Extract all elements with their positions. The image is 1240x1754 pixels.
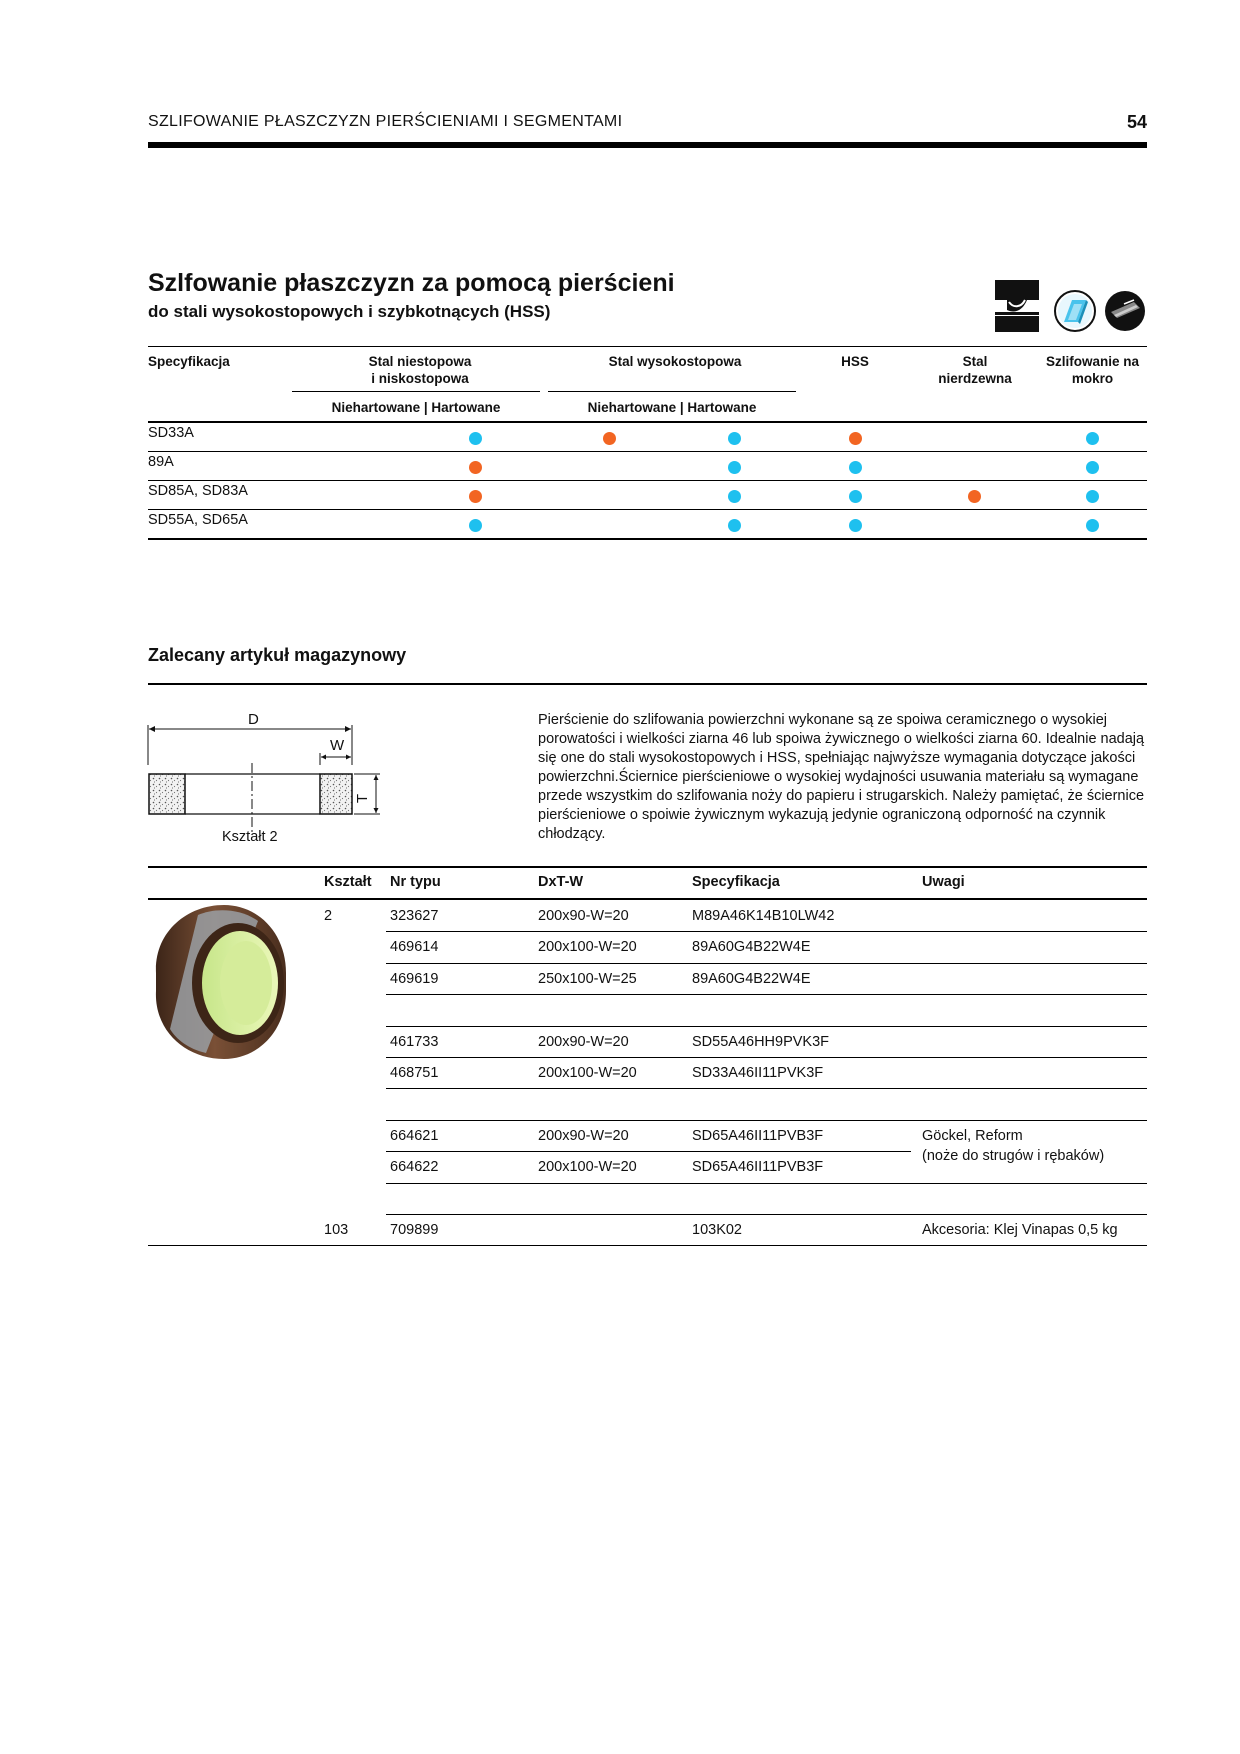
matrix-header-stal-nierdzewna-line1: Stal (962, 354, 988, 369)
page-title: Szlfowanie płaszczyzn za pomocą pierścieni (148, 269, 675, 297)
matrix-dot-blue (849, 490, 862, 503)
cell-dim: 200x90-W=20 (538, 908, 629, 924)
matrix-dot-orange (603, 432, 616, 445)
matrix-row-label: SD33A (148, 425, 194, 441)
matrix-dot-blue (469, 432, 482, 445)
cell-spec: 103K02 (692, 1222, 742, 1238)
matrix-row-label: 89A (148, 454, 174, 470)
cell-spec: SD55A46HH9PVK3F (692, 1033, 830, 1050)
product-row-rule (386, 1088, 1147, 1089)
hss-tool-icon (1104, 290, 1146, 332)
cell-nr: 468751 (390, 1065, 439, 1081)
matrix-dot-blue (849, 519, 862, 532)
matrix-dot-orange (849, 432, 862, 445)
matrix-header-stal-nierdzewna (920, 353, 1030, 387)
page-number: 54 (1126, 112, 1147, 132)
cell-dim: 200x90-W=20 (538, 1033, 629, 1050)
recommended-rule (148, 683, 1147, 685)
merged-note-line-1: Göckel, Reform (922, 1128, 1023, 1144)
product-row-rule (386, 931, 1147, 932)
col-header-ksztalt: Kształt (324, 874, 372, 890)
page-subtitle: do stali wysokostopowych i szybkotnących (HSS) (148, 302, 551, 321)
matrix-dot-blue (1086, 519, 1099, 532)
cell-spec: SD65A46II11PVB3F (692, 1127, 824, 1144)
cell-nr: 709899 (390, 1222, 439, 1238)
cell-spec: M89A46K14B10LW42 (692, 908, 835, 924)
matrix-dot-blue (728, 519, 741, 532)
matrix-dot-blue (469, 519, 482, 532)
product-row-rule (386, 1026, 1147, 1027)
cell-spec: SD33A46II11PVK3F (692, 1065, 824, 1081)
diagram-label-d: D (248, 711, 259, 728)
grinding-ring-photo (146, 903, 296, 1068)
matrix-subheader-2: Niehartowane | Hartowane (587, 400, 757, 415)
cell-dim: 250x100-W=25 (538, 970, 637, 987)
col-header-uwagi: Uwagi (922, 874, 965, 890)
matrix-dot-blue (1086, 490, 1099, 503)
product-row-rule (386, 1120, 1147, 1121)
matrix-row-label: SD55A, SD65A (148, 512, 248, 528)
matrix-header-mokro (1035, 353, 1150, 387)
cell-uwagi: Akcesoria: Klej Vinapas 0,5 kg (922, 1222, 1118, 1238)
merged-note-line-2: (noże do strugów i rębaków) (922, 1148, 1105, 1164)
matrix-row-rule (148, 538, 1147, 540)
matrix-dot-blue (1086, 461, 1099, 474)
product-table-header-rule (148, 898, 1147, 900)
header-rule (148, 142, 1147, 148)
recommended-title: Zalecany artykuł magazynowy (148, 645, 407, 665)
product-row-rule (386, 1183, 1147, 1184)
surface-grinding-icon (993, 278, 1041, 334)
matrix-row-rule (148, 509, 1147, 510)
diagram-label-w: W (330, 737, 345, 754)
cell-nr: 469619 (390, 970, 439, 987)
product-row-rule (386, 994, 1147, 995)
cell-nr: 323627 (390, 908, 439, 924)
cell-spec: 89A60G4B22W4E (692, 970, 811, 987)
matrix-dot-orange (469, 490, 482, 503)
matrix-header-spec: Specyfikacja (148, 354, 230, 369)
col-header-specyfikacja: Specyfikacja (692, 874, 780, 890)
product-row-rule (386, 1214, 1147, 1215)
matrix-header-mokro-line1: Szlifowanie na (1045, 354, 1140, 369)
diagram-caption: Kształt 2 (222, 829, 278, 845)
matrix-header-stal-wysokostopowa: Stal wysokostopowa (608, 354, 742, 369)
matrix-dot-orange (968, 490, 981, 503)
cell-nr: 664621 (390, 1127, 439, 1144)
cell-ksztalt: 2 (324, 908, 333, 924)
steel-profile-icon (1054, 290, 1096, 332)
cell-dim: 200x90-W=20 (538, 1127, 629, 1144)
cell-ksztalt: 103 (324, 1222, 349, 1238)
col-header-dxtw: DxT-W (538, 874, 584, 890)
section-title: SZLIFOWANIE PŁASZCZYZN PIERŚCIENIAMI I SEGMENTAMI (148, 113, 623, 130)
product-row-rule (148, 1245, 1147, 1246)
product-row-rule (386, 1151, 911, 1152)
diagram-label-t: T (354, 793, 372, 804)
matrix-dot-blue (728, 432, 741, 445)
cell-dim: 200x100-W=20 (538, 939, 637, 956)
matrix-row-rule (148, 480, 1147, 481)
cell-nr: 469614 (390, 939, 439, 956)
product-description: Pierścienie do szlifowania powierzchni wykonane są ze spoiwa ceramicznego o wysokiej porowatości i wielkości ziarna 46 lub spoiwa żywicznego o wielkości ziarna 60. Idealnie nadają się one do stali wysokostopowych i HSS, spełniając najwyższe wymagania dotyczące jakości powierzchni.Ściernice pierścieniowe o wysokiej wydajności usuwania materiału są wymagane przede wszystkim do szlifowania noży do papieru i strugarskich. Należy pamiętać, że ściernice pierścieniowe o spoiwie żywicznym wykazują jedynie ograniczoną odporność na czynnik chłodzący. (538, 712, 1145, 842)
matrix-dot-orange (469, 461, 482, 474)
cell-spec: 89A60G4B22W4E (692, 939, 811, 956)
cell-nr: 664622 (390, 1159, 439, 1176)
matrix-header-stal-nierdzewna-line2: nierdzewna (938, 371, 1012, 386)
product-row-rule (386, 963, 1147, 964)
matrix-top-rule (148, 346, 1147, 347)
matrix-dot-blue (1086, 432, 1099, 445)
matrix-header-rule (148, 421, 1147, 423)
product-table-top-rule (148, 866, 1147, 868)
matrix-row-rule (148, 451, 1147, 452)
cell-nr: 461733 (390, 1033, 439, 1050)
matrix-dot-blue (849, 461, 862, 474)
matrix-header-stal-niestopowa (330, 353, 510, 387)
cell-dim: 200x100-W=20 (538, 1065, 637, 1081)
matrix-header-hss: HSS (841, 354, 869, 369)
matrix-header-stal-niestopowa-line2: i niskostopowa (371, 371, 469, 386)
matrix-dot-blue (728, 461, 741, 474)
matrix-subheader-rule-2 (548, 391, 796, 392)
matrix-row-label: SD85A, SD83A (148, 483, 248, 499)
cell-spec: SD65A46II11PVB3F (692, 1159, 824, 1176)
col-header-nr-typu: Nr typu (390, 874, 441, 890)
product-row-rule (386, 1057, 1147, 1058)
matrix-dot-blue (728, 490, 741, 503)
matrix-subheader-rule-1 (292, 391, 540, 392)
matrix-header-mokro-line2: mokro (1071, 371, 1114, 386)
matrix-subheader-1: Niehartowane | Hartowane (331, 400, 501, 415)
cell-dim: 200x100-W=20 (538, 1159, 637, 1176)
matrix-header-stal-niestopowa-line1: Stal niestopowa (368, 354, 472, 369)
